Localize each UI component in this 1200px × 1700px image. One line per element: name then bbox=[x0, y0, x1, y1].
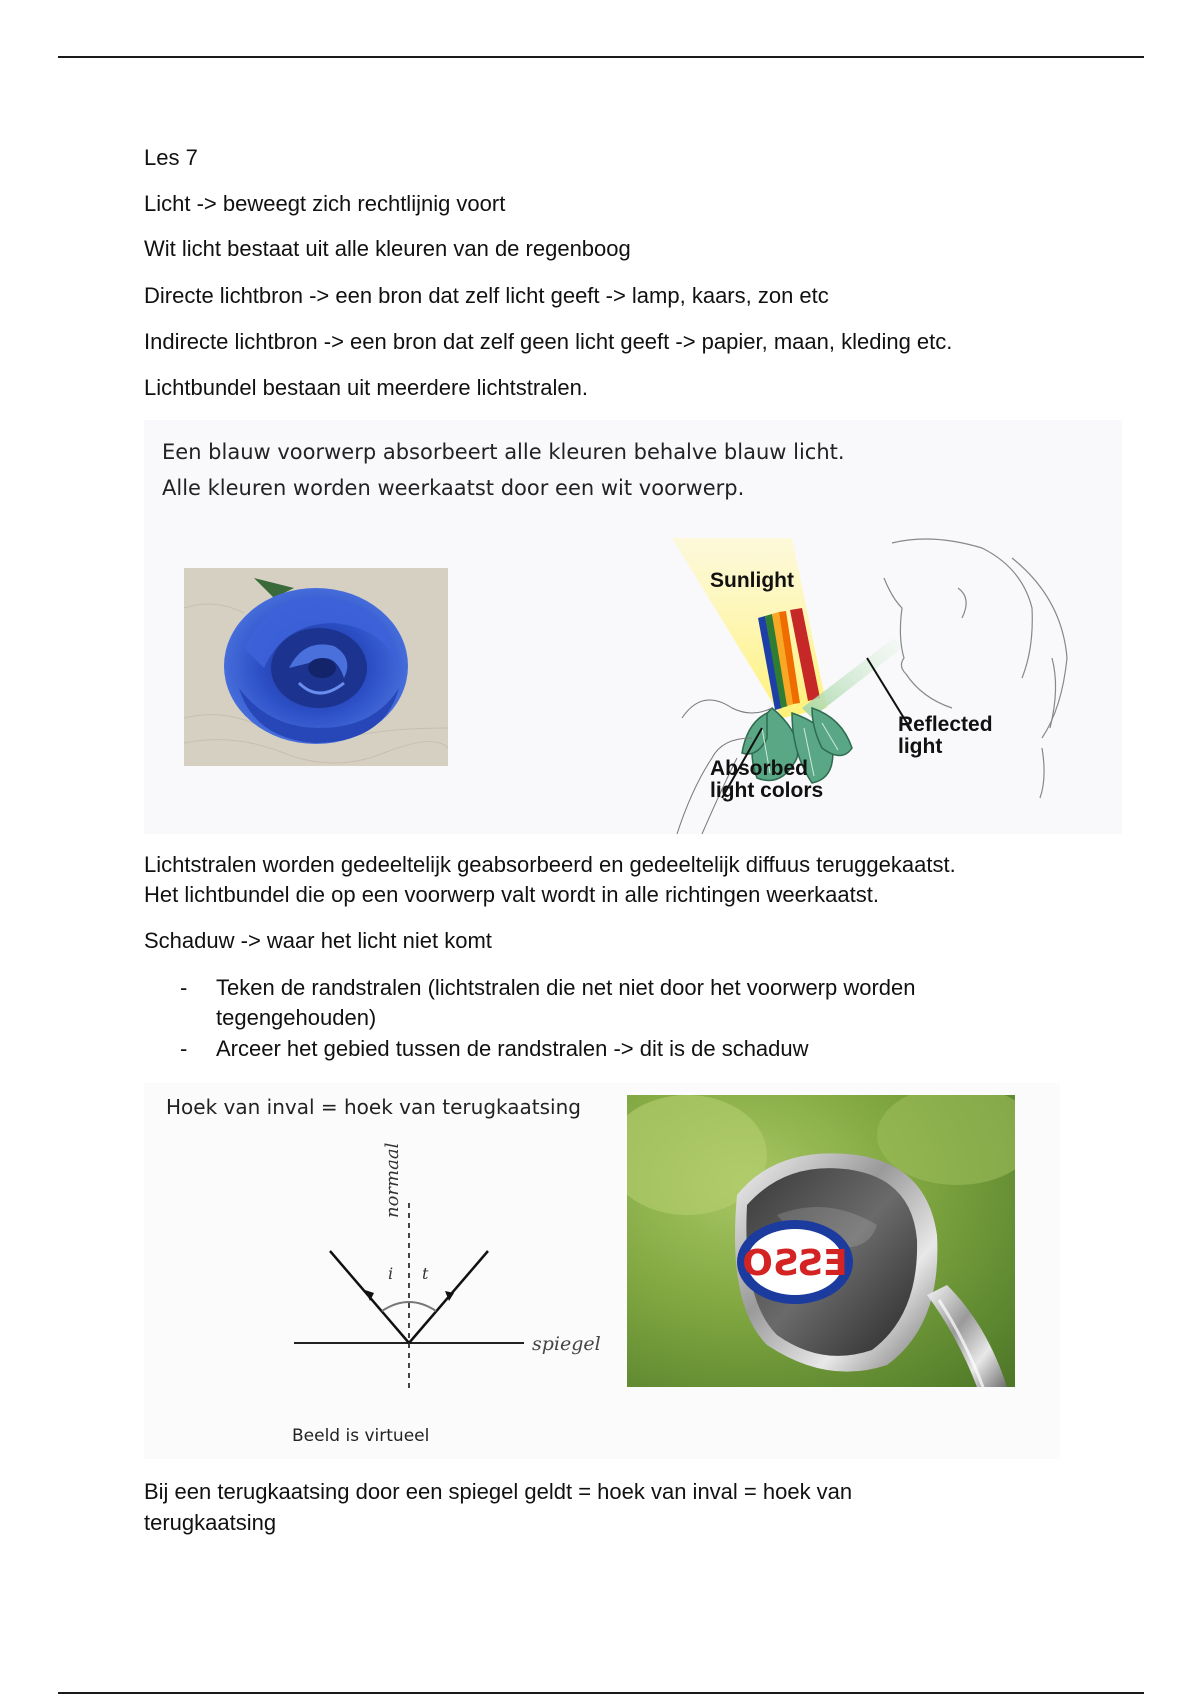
text-line-4: Indirecte lichtbron -> een bron dat zelf geen licht geeft -> papier, maan, kleding etc. bbox=[144, 329, 953, 354]
figure1-caption-line2: Alle kleuren worden weerkaatst door een wit voorwerp. bbox=[162, 476, 745, 500]
bullet-marker: - bbox=[180, 975, 188, 1000]
reflection-diagram bbox=[294, 1143, 634, 1413]
blue-rose-graphic bbox=[184, 568, 448, 766]
figure2-bottom-caption: Beeld is virtueel bbox=[292, 1426, 430, 1446]
bullet-text: Teken de randstralen (lichtstralen die net niet door het voorwerp worden tegengehouden) bbox=[216, 975, 916, 1030]
label-mirror: spiegel bbox=[532, 1333, 601, 1355]
figure2-caption: Hoek van inval = hoek van terugkaatsing bbox=[166, 1095, 581, 1119]
reflection-figure bbox=[144, 1083, 1060, 1459]
shadow-title: Schaduw -> waar het licht niet komt bbox=[144, 928, 492, 953]
label-t: t bbox=[422, 1264, 429, 1283]
conclusion-line-2: terugkaatsing bbox=[144, 1510, 277, 1535]
bottom-rule bbox=[58, 1692, 1144, 1694]
label-normal: normaal bbox=[382, 1143, 403, 1218]
label-reflected-1: Reflected bbox=[898, 713, 993, 736]
absorption-line-2: Het lichtbundel die op een voorwerp valt wordt in alle richtingen weerkaatst. bbox=[144, 882, 879, 907]
shadow-bullet-2 bbox=[144, 1034, 1104, 1064]
label-absorbed-1: Absorbed bbox=[710, 757, 809, 780]
bullet-text: Arceer het gebied tussen de randstralen -> dit is de schaduw bbox=[216, 1036, 809, 1061]
label-i: i bbox=[388, 1264, 394, 1283]
label-reflected-2: light bbox=[898, 735, 943, 758]
color-absorption-figure bbox=[144, 420, 1122, 834]
label-sunlight: Sunlight bbox=[710, 569, 794, 592]
sunlight-leaf-illustration bbox=[662, 538, 1092, 834]
absorption-line-1: Lichtstralen worden gedeeltelijk geabsorbeerd en gedeeltelijk diffuus teruggekaatst. bbox=[144, 852, 956, 877]
page-heading: Les 7 bbox=[144, 145, 198, 170]
face-sketch bbox=[884, 539, 1067, 798]
label-absorbed-2: light colors bbox=[710, 779, 824, 802]
text-line-2: Wit licht bestaat uit alle kleuren van de regenboog bbox=[144, 236, 631, 261]
shadow-bullet-1 bbox=[144, 973, 1104, 1035]
mirror-photo bbox=[627, 1095, 1015, 1387]
top-rule bbox=[58, 56, 1144, 58]
conclusion-line-1: Bij een terugkaatsing door een spiegel geldt = hoek van inval = hoek van bbox=[144, 1479, 853, 1504]
mirror-graphic bbox=[627, 1095, 1015, 1387]
text-line-3: Directe lichtbron -> een bron dat zelf licht geeft -> lamp, kaars, zon etc bbox=[144, 283, 829, 308]
figure1-caption-line1: Een blauw voorwerp absorbeert alle kleuren behalve blauw licht. bbox=[162, 440, 845, 464]
bullet-marker: - bbox=[180, 1036, 188, 1061]
text-line-5: Lichtbundel bestaan uit meerdere lichtstralen. bbox=[144, 375, 588, 400]
esso-logo-text: ESSO bbox=[742, 1243, 848, 1284]
text-line-1: Licht -> beweegt zich rechtlijnig voort bbox=[144, 191, 506, 216]
blue-rose-photo bbox=[184, 568, 448, 766]
